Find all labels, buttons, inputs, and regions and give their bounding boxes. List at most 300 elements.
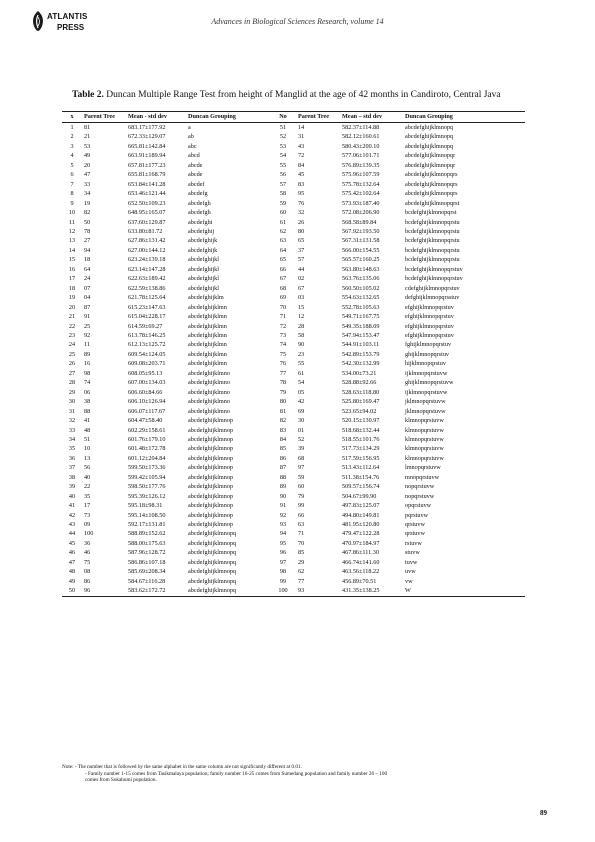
table-cell: 72: [279, 322, 287, 330]
table-cell: 56: [279, 171, 287, 179]
table-cell: 07: [84, 284, 91, 292]
table-cell: 43: [298, 142, 305, 150]
table-cell: 65: [298, 237, 305, 245]
table-cell: 14: [298, 124, 305, 131]
table-cell: 99: [298, 502, 305, 510]
table-row: [62, 142, 525, 151]
table-cell: abcde: [188, 161, 203, 169]
table-row: [62, 293, 525, 302]
table-cell: 606.10±126.94: [128, 398, 166, 406]
table-cell: 85: [298, 549, 305, 557]
table-cell: 35: [68, 445, 76, 453]
table-cell: 25: [68, 350, 76, 358]
table-cell: 77: [279, 369, 287, 377]
table-cell: 95: [298, 190, 305, 198]
table-cell: abcdefghijklmnopqr: [405, 152, 456, 160]
table-cell: abcdefghijkl: [188, 256, 219, 264]
table-cell: uvw: [405, 568, 416, 576]
table-cell: 585.69±208.34: [128, 568, 166, 576]
table-cell: 584.67±116.28: [128, 577, 166, 585]
table-cell: klmnopqrstuvw: [405, 454, 444, 462]
table-cell: abcdefghijklmnop: [188, 445, 234, 453]
column-header: Duncan Grouping: [405, 113, 453, 121]
table-cell: lmnopqrstuvw: [405, 464, 441, 472]
table-cell: abcdefghijklmnopqrst: [405, 199, 460, 207]
table-cell: 549.35±188.09: [342, 322, 380, 330]
table-cell: 18: [84, 256, 91, 264]
table-cell: 60: [298, 483, 305, 491]
table-cell: abcdefghijklmnop: [188, 483, 234, 491]
table-cell: defghijklmnopqrsstuv: [405, 294, 460, 302]
table-cell: abcdefghijklmnopq: [188, 530, 237, 538]
table-cell: 73: [279, 331, 287, 339]
table-cell: bcdefghijklmnopqrstuv: [405, 265, 463, 273]
table-cell: 542.89±153.79: [342, 350, 380, 358]
table-cell: 53: [279, 142, 287, 150]
table-cell: hijklmnopqrstuv: [405, 360, 446, 368]
table-cell: 15: [68, 256, 76, 264]
page-number: 89: [540, 809, 547, 817]
table-cell: 544.91±103.11: [342, 341, 380, 349]
table-cell: efghijklmnopqrstuv: [405, 322, 454, 330]
table-cell: abcdefghijkl: [188, 284, 219, 292]
table-cell: 517.73±134.29: [342, 445, 380, 453]
table-row: [62, 454, 525, 463]
table-cell: 547.94±153.47: [342, 331, 380, 339]
table-cell: a: [188, 124, 191, 131]
table-cell: 10: [68, 209, 76, 217]
table-cell: 74: [279, 341, 287, 349]
table-cell: 29: [298, 558, 305, 566]
table-cell: 648.95±165.07: [128, 209, 166, 217]
table-cell: ijklmnopqrstuvw: [405, 369, 448, 377]
table-row: [62, 284, 525, 293]
table-cell: abcdefghijklmn: [188, 350, 227, 358]
table-cell: 467.86±111.30: [342, 549, 379, 557]
table-cell: 58: [298, 331, 305, 339]
table-cell: 587.96±128.72: [128, 549, 166, 557]
table-row: [62, 218, 525, 227]
table-cell: opqrstuvw: [405, 502, 432, 510]
table-row: [62, 492, 525, 501]
table-cell: 54: [298, 379, 305, 387]
table-cell: ghijklmnopqrstuv: [405, 350, 450, 358]
table-cell: 62: [279, 227, 287, 235]
table-cell: jklmnopqrstuvw: [405, 407, 446, 415]
table-cell: 12: [298, 313, 305, 321]
table-cell: abcdefghijklmnop: [188, 502, 234, 510]
table-cell: ijklmnopqrstuvw: [405, 388, 448, 396]
table-cell: 7: [70, 180, 74, 188]
table-cell: 32: [298, 209, 305, 217]
table-cell: 81: [84, 124, 91, 131]
table-cell: 52: [279, 133, 287, 141]
table-cell: 577.06±101.71: [342, 152, 380, 160]
table-cell: 41: [68, 502, 76, 510]
table-cell: 95: [279, 539, 287, 547]
table-cell: abcdefghijklmn: [188, 341, 227, 349]
column-header: Mean - std dev: [128, 113, 168, 121]
table-cell: mnopqrstuvw: [405, 473, 440, 481]
table-cell: 622.63±189.42: [128, 275, 166, 283]
table-row: [62, 416, 525, 425]
table-row: [62, 312, 525, 321]
table-cell: 52: [298, 435, 305, 443]
table-cell: qrstuvw: [405, 530, 425, 538]
table-cell: 554.63±132.65: [342, 294, 380, 302]
table-cell: 13: [68, 237, 76, 245]
table-cell: 42: [68, 511, 76, 519]
table-cell: 20: [84, 161, 91, 169]
table-cell: abcdefghijklmn: [188, 331, 227, 339]
table-cell: jklmnopqrstuvw: [405, 398, 446, 406]
table-cell: bcdefghijklmnopqrstu: [405, 246, 460, 254]
table-cell: 481.95±120.80: [342, 521, 380, 529]
table-cell: 575.42±102.64: [342, 190, 380, 198]
table-cell: abcdefghijklmnopq: [188, 539, 237, 547]
table-cell: abcdefghijklmnopq: [405, 142, 454, 150]
table-cell: 73: [84, 511, 91, 519]
table-cell: 11: [84, 341, 90, 349]
table-cell: 47: [68, 558, 76, 566]
table-cell: abcdefghijklmnop: [188, 454, 234, 462]
table-cell: 75: [279, 350, 287, 358]
table-cell: 90: [279, 492, 287, 500]
column-header: Parent Tree: [298, 113, 329, 121]
table-cell: 28: [68, 379, 76, 387]
table-cell: 528.63±118.80: [342, 388, 380, 396]
logo-text-atlantis: ATLANTIS: [47, 12, 88, 21]
table-row: [62, 567, 525, 576]
table-cell: 97: [298, 464, 305, 472]
table-cell: 592.17±131.81: [128, 521, 166, 529]
table-cell: 627.00±144.12: [128, 246, 166, 254]
table-cell: 49: [68, 577, 76, 585]
table-row: [62, 123, 525, 133]
table-cell: abcdefghijklmn: [188, 303, 227, 311]
table-cell: 8: [70, 190, 74, 198]
table-cell: 15: [298, 303, 305, 311]
table-cell: 518.55±101.76: [342, 435, 380, 443]
table-cell: 567.92±193.50: [342, 227, 380, 235]
table-row: [62, 199, 525, 208]
table-cell: 601.12±204.84: [128, 454, 166, 462]
table-cell: 64: [84, 265, 91, 273]
table-cell: 663.91±189.94: [128, 152, 166, 160]
table-cell: 44: [298, 265, 305, 273]
table-cell: abcdefghijklmnopq: [188, 587, 237, 595]
table-cell: 40: [68, 492, 76, 500]
table-row: [62, 208, 525, 217]
table-row: [62, 170, 525, 179]
table-cell: pqrstuvw: [405, 511, 429, 519]
table-cell: 84: [279, 435, 287, 443]
table-cell: 683.17±177.92: [128, 124, 166, 131]
table-cell: rstuvw: [405, 539, 422, 547]
table-cell: 38: [68, 473, 76, 481]
table-cell: 513.43±112.64: [342, 464, 380, 472]
table-cell: 599.42±105.94: [128, 473, 166, 481]
table-row: [62, 520, 525, 529]
table-row: [62, 577, 525, 586]
table-cell: 88: [84, 407, 91, 415]
table-cell: 98: [279, 568, 287, 576]
table-row: [62, 529, 525, 538]
table-row: [62, 359, 525, 368]
table-cell: abcdefghijklmno: [188, 379, 230, 387]
table-cell: 93: [298, 587, 305, 595]
table-cell: 528.88±92.66: [342, 379, 377, 387]
table-cell: abcde: [188, 171, 203, 179]
table-cell: 21: [84, 133, 91, 141]
table-cell: 24: [84, 275, 91, 283]
table-row: [62, 350, 525, 359]
table-cell: 552.78±105.63: [342, 303, 380, 311]
table-cell: efghijklmnopqrstuv: [405, 331, 454, 339]
table-row: [62, 340, 525, 349]
table-cell: 81: [279, 407, 287, 415]
table-cell: abcdefghijklmnopq: [188, 577, 237, 585]
table-cell: 4: [70, 152, 74, 160]
table-cell: abcdefghijklmnopq: [188, 568, 237, 576]
table-cell: abcdefgh: [188, 209, 211, 217]
table-cell: 13: [84, 454, 91, 462]
table-cell: vw: [405, 577, 413, 585]
table-cell: 601.48±172.78: [128, 445, 166, 453]
table-cell: 21: [68, 313, 76, 321]
table-cell: 25: [84, 322, 91, 330]
table-cell: 35: [84, 492, 91, 500]
table-cell: 606.60±84.66: [128, 388, 163, 396]
table-cell: 72: [298, 152, 305, 160]
table-cell: 612.13±125.72: [128, 341, 166, 349]
table-cell: abc: [188, 142, 197, 150]
table-row: [62, 435, 525, 444]
table-cell: 50: [84, 218, 91, 226]
table-cell: 71: [279, 313, 287, 321]
table-cell: 48: [84, 426, 91, 434]
table-cell: 604.47±58.40: [128, 417, 163, 425]
table-cell: 463.56±118.22: [342, 568, 380, 576]
table-cell: 608.05±95.13: [128, 369, 163, 377]
table-cell: 01: [298, 426, 305, 434]
table-cell: abcd: [188, 152, 200, 160]
table-cell: 30: [298, 417, 305, 425]
table-row: [62, 369, 525, 378]
table-cell: 54: [279, 152, 287, 160]
table-cell: klmnopqrstuvw: [405, 417, 444, 425]
table-cell: 542.30±132.99: [342, 360, 380, 368]
table-cell: abcdef: [188, 180, 205, 188]
table-cell: 606.07±117.67: [128, 407, 166, 415]
table-cell: 16: [84, 360, 91, 368]
table-cell: 36: [68, 454, 76, 462]
table-cell: 33: [68, 426, 76, 434]
table-cell: 479.47±122.28: [342, 530, 380, 538]
table-cell: 80: [279, 398, 287, 406]
table-cell: 456.89±70.51: [342, 577, 377, 585]
table-cell: 497.83±125.07: [342, 502, 380, 510]
table-cell: 79: [298, 492, 305, 500]
table-cell: 86: [279, 454, 287, 462]
table-cell: 82: [84, 209, 91, 217]
table-cell: 39: [68, 483, 76, 491]
table-cell: 34: [84, 190, 91, 198]
table-cell: efghijklmnopqrstuv: [405, 303, 454, 311]
table-cell: 518.68±132.44: [342, 426, 380, 434]
table-caption-label: Table 2.: [72, 90, 104, 100]
table-cell: 05: [298, 388, 305, 396]
table-cell: 50: [68, 587, 76, 595]
table-cell: 653.46±121.44: [128, 190, 166, 198]
table-cell: abcdefghijkl: [188, 265, 219, 273]
table-row: [62, 511, 525, 520]
table-cell: 94: [279, 530, 287, 538]
table-cell: 2: [70, 133, 74, 141]
table-cell: 595.18±98.31: [128, 502, 163, 510]
table-cell: 09: [84, 521, 91, 529]
table-cell: abcdefghijklmno: [188, 398, 230, 406]
table-caption: [72, 90, 501, 100]
table-cell: 575.78±132.64: [342, 180, 380, 188]
table-cell: abcdefghi: [188, 218, 213, 226]
table-cell: 525.80±169.47: [342, 398, 380, 406]
table-cell: abcdefghijklmnopq: [188, 549, 237, 557]
table-row: [62, 274, 525, 283]
table-cell: abcdefghijkl: [188, 275, 219, 283]
note-line: - Family number 1-15 comes from Tasikmalaya population; family number 16-25 comes from Sumedang population and family number 26 – 100: [85, 770, 388, 777]
table-cell: fghijklmnopqrstuv: [405, 341, 452, 349]
table-cell: 582.37±114.88: [342, 124, 380, 131]
table-cell: bcdefghijklmnopqrstu: [405, 256, 460, 264]
table-cell: 615.04±228.17: [128, 313, 166, 321]
table-cell: 88: [279, 473, 287, 481]
note-line: comes from Sukabumi population.: [85, 777, 157, 784]
table-row: [62, 397, 525, 406]
table-cell: 509.57±156.74: [342, 483, 380, 491]
table-cell: 614.59±69.27: [128, 322, 163, 330]
table-cell: 48: [68, 568, 76, 576]
table-row: [62, 378, 525, 387]
column-header: No: [279, 113, 287, 121]
table-cell: 70: [279, 303, 287, 311]
table-cell: 55: [279, 161, 287, 169]
table-cell: 34: [68, 435, 76, 443]
table-cell: 10: [84, 445, 91, 453]
table-cell: 470.97±184.97: [342, 539, 380, 547]
table-row: [62, 161, 525, 170]
table-cell: 37: [68, 464, 76, 472]
table-cell: 80: [298, 227, 305, 235]
table-cell: 672.33±129.07: [128, 133, 166, 141]
table-cell: 24: [68, 341, 76, 349]
table-cell: 57: [279, 180, 287, 188]
table-cell: 16: [68, 265, 76, 273]
table-cell: 84: [298, 161, 305, 169]
table-cell: 567.31±131.58: [342, 237, 380, 245]
table-cell: klmnopqrstuvw: [405, 445, 444, 453]
table-cell: 46: [68, 549, 76, 557]
table-cell: 568.58±89.84: [342, 218, 377, 226]
table-cell: 37: [298, 246, 305, 254]
table-cell: 582.12±160.61: [342, 133, 380, 141]
table-cell: 26: [68, 360, 76, 368]
table-cell: 595.39±126.12: [128, 492, 166, 500]
table-cell: 66: [298, 511, 305, 519]
table-cell: abcdefghijklmnopqrs: [405, 190, 458, 198]
table-cell: abcdefghijklmn: [188, 313, 227, 321]
table-cell: 623.14±147.28: [128, 265, 166, 273]
table-cell: 42: [298, 398, 305, 406]
table-cell: 69: [298, 407, 305, 415]
table-cell: 588.89±152.62: [128, 530, 166, 538]
table-row: [62, 180, 525, 189]
table-cell: 31: [298, 133, 305, 141]
table-cell: 86: [84, 577, 91, 585]
table-cell: 59: [279, 199, 287, 207]
table-cell: 19: [84, 199, 91, 207]
table-row: [62, 586, 525, 596]
table-cell: 44: [68, 530, 76, 538]
table-cell: 598.50±177.76: [128, 483, 166, 491]
table-notes: [62, 764, 532, 784]
table-cell: 90: [298, 341, 305, 349]
table-cell: abcdefghijklmn: [188, 360, 227, 368]
table-cell: 563.76±135.06: [342, 275, 380, 283]
table-cell: 601.76±179.10: [128, 435, 166, 443]
table-row: [62, 303, 525, 312]
table-cell: 97: [279, 558, 287, 566]
table-cell: 517.59±156.95: [342, 454, 380, 462]
table-row: [62, 265, 525, 274]
table-cell: 78: [84, 227, 91, 235]
table-cell: 563.80±148.63: [342, 265, 380, 273]
table-cell: abcdefghijk: [188, 246, 218, 254]
table-cell: 82: [279, 417, 287, 425]
table-cell: 64: [279, 246, 287, 254]
table-cell: 41: [84, 417, 91, 425]
table-cell: 100: [84, 530, 94, 538]
table-cell: abcdefghijklmnop: [188, 473, 234, 481]
table-caption-text: Duncan Multiple Range Test from height of Manglid at the age of 42 months in Candiroto, Central Java: [103, 90, 501, 100]
table-cell: 615.23±147.63: [128, 303, 166, 311]
column-header: Duncan Grouping: [188, 113, 236, 121]
table-cell: 02: [298, 275, 305, 283]
table-row: [62, 501, 525, 510]
table-cell: 28: [298, 322, 305, 330]
table-cell: 60: [279, 209, 287, 217]
table-cell: 91: [84, 313, 91, 321]
table-row: [62, 227, 525, 236]
table-cell: 595.14±108.50: [128, 511, 166, 519]
table-cell: abcdefghijklmnop: [188, 492, 234, 500]
table-cell: 504.67±99.90: [342, 492, 377, 500]
table-cell: 76: [298, 199, 305, 207]
table-cell: 45: [68, 539, 76, 547]
table-cell: 96: [84, 587, 91, 595]
table-cell: 79: [279, 388, 287, 396]
table-cell: 511.38±154.76: [342, 473, 380, 481]
table-cell: 68: [279, 284, 287, 292]
table-cell: 92: [279, 511, 287, 519]
table-cell: 22: [84, 483, 91, 491]
table-cell: abcdefghijklmnop: [188, 521, 234, 529]
table-cell: 43: [68, 521, 76, 529]
table-cell: 565.57±160.25: [342, 256, 380, 264]
table-row: [62, 189, 525, 198]
table-cell: 69: [279, 294, 287, 302]
table-cell: 466.74±141.60: [342, 558, 380, 566]
